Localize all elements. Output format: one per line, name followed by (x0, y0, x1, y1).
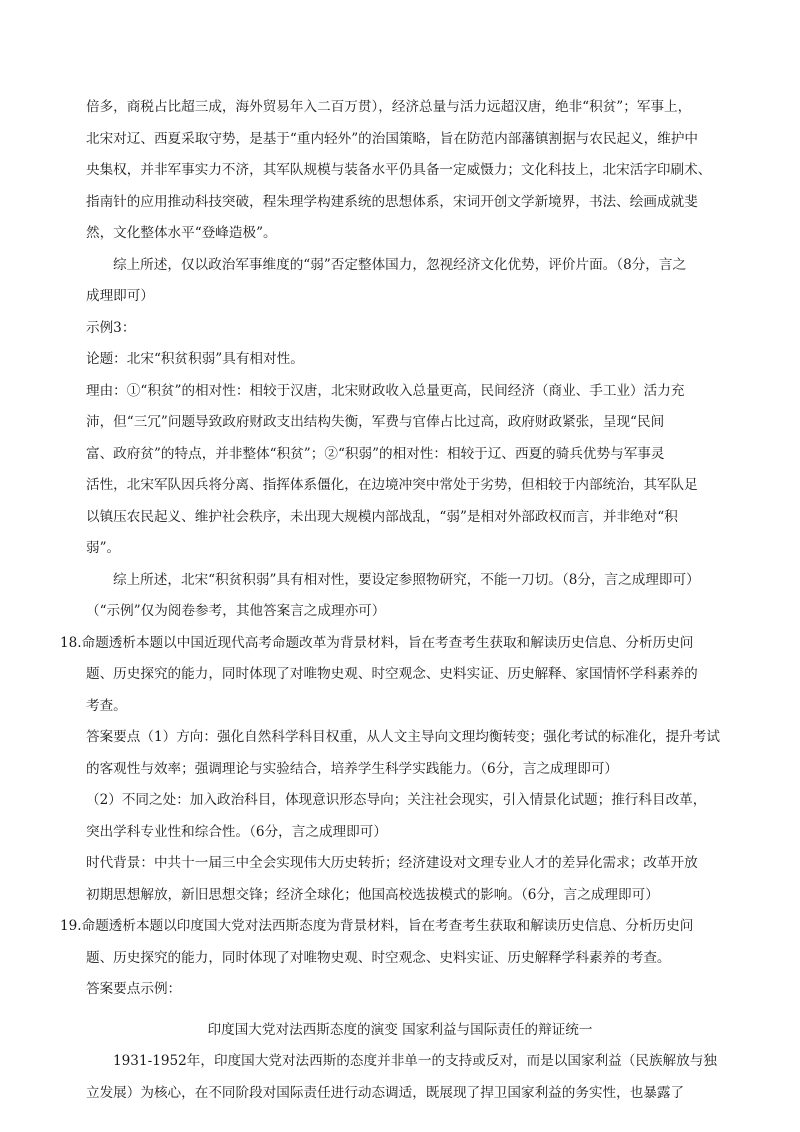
text-line: 以镇压农民起义、维护社会秩序，未出现大规模内部战乱，“弱”是相对外部政权而言，并非绝对“积 (86, 509, 678, 525)
text-line: 指南针的应用推动科技突破，程朱理学构建系统的思想体系，宋词开创文学新境界，书法、绘画成就斐 (86, 194, 698, 210)
text-line: （2）不同之处：加入政治科目，体现意识形态导向；关注社会现实，引入情景化试题；推行科目改革， (86, 792, 707, 808)
text-line: 答案要点（1）方向：强化自然科学科目权重，从人文主导向文理均衡转变；强化考试的标准化，提升考试 (86, 729, 720, 745)
text-line: 考查。 (86, 698, 127, 714)
text-line: （“示例”仅为阅卷参考，其他答案言之成理亦可） (86, 603, 386, 619)
text-line: 成理即可） (86, 288, 154, 304)
text-line: 富、政府贫”的特点，并非整体“积贫”；②“积弱”的相对性：相较于辽、西夏的骑兵优势与军事灵 (86, 446, 665, 462)
text-line: 示例3： (86, 320, 136, 336)
section-title: 印度国大党对法西斯态度的演变 国家利益与国际责任的辩证统一 (207, 1022, 593, 1038)
text-line: 时代背景：中共十一届三中全会实现伟大历史转折；经济建设对文理专业人才的差异化需求；改革开放 (86, 855, 698, 871)
text-line: 央集权，并非军事实力不济，其军队规模与装备水平仍具备一定威慑力；文化科技上，北宋活字印刷术、 (86, 162, 712, 178)
text-line: 题、历史探究的能力，同时体现了对唯物史观、时空观念、史料实证、历史解释学科素养的考查。 (86, 950, 671, 966)
text-line: 答案要点示例： (86, 981, 182, 997)
text-line: 立发展）为核心，在不同阶段对国际责任进行动态调适，既展现了捍卫国家利益的务实性，也暴露了 (86, 1085, 685, 1101)
text-line: 北宋对辽、西夏采取守势，是基于“重内轻外”的治国策略，旨在防范内部藩镇割据与农民起义，维护中 (86, 131, 699, 147)
text-line: 初期思想解放，新旧思想交锋；经济全球化；他国高校选拔模式的影响。（6分，言之成理即可） (86, 887, 659, 903)
text-line: 18.命题透析本题以中国近现代高考命题改革为背景材料，旨在考查考生获取和解读历史信息、分析历史问 (60, 635, 694, 651)
text-line: 然，文化整体水平“登峰造极”。 (86, 225, 277, 241)
text-line: 19.命题透析本题以印度国大党对法西斯态度为背景材料，旨在考查考生获取和解读历史信息、分析历史问 (60, 918, 694, 934)
text-line: 综上所述，北宋“积贫积弱”具有相对性，要设定参照物研究，不能一刀切。（8分，言之成理即可） (113, 572, 700, 588)
text-line: 1931-1952年，印度国大党对法西斯的态度并非单一的支持或反对，而是以国家利益（民族解放与独 (113, 1053, 717, 1069)
text-line: 倍多，商税占比超三成，海外贸易年入二百万贯），经济总量与活力远超汉唐，绝非“积贫”；军事上， (86, 99, 692, 115)
text-line: 活性，北宋军队因兵将分离、指挥体系僵化，在边境冲突中常处于劣势，但相较于内部统治，其军队足 (86, 477, 698, 493)
text-line: 突出学科专业性和综合性。（6分，言之成理即可） (86, 824, 387, 840)
text-line: 弱”。 (86, 540, 121, 556)
text-line: 论题：北宋“积贫积弱”具有相对性。 (86, 351, 304, 367)
text-line: 的客观性与效率；强调理论与实验结合，培养学生科学实践能力。（6分，言之成理即可） (86, 761, 619, 777)
text-line: 理由：①“积贫”的相对性：相较于汉唐，北宋财政收入总量更高，民间经济（商业、手工业）活力充 (86, 383, 685, 399)
text-line: 综上所述，仅以政治军事维度的“弱”否定整体国力，忽视经济文化优势，评价片面。（8分，言之 (113, 257, 687, 273)
text-line: 沛，但“三冗”问题导致政府财政支出结构失衡，军费与官俸占比过高，政府财政紧张，呈现“民间 (86, 414, 665, 430)
text-line: 题、历史探究的能力，同时体现了对唯物史观、时空观念、史料实证、历史解释、家国情怀学科素养的 (86, 666, 698, 682)
